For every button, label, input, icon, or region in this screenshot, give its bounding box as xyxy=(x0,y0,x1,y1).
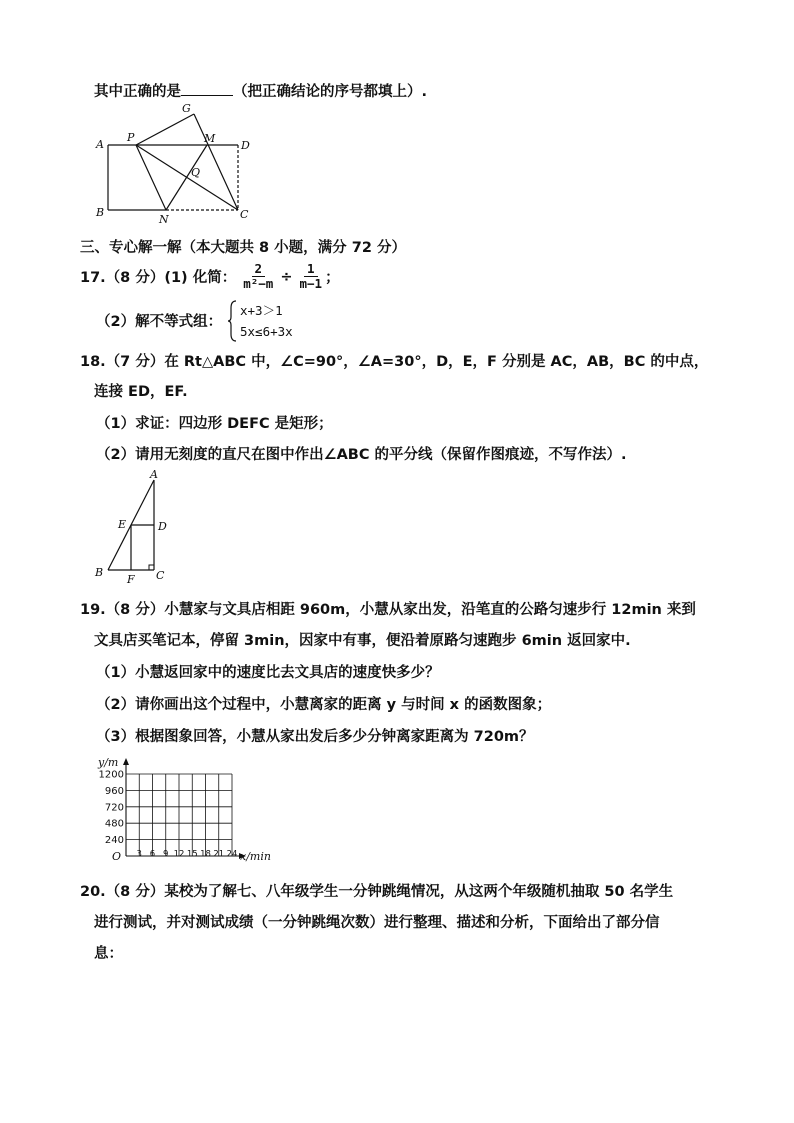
x-tick-label: 18 xyxy=(200,849,211,860)
fraction-1 xyxy=(240,262,276,291)
x-tick-label: 21 xyxy=(213,849,225,860)
label-B: B xyxy=(96,206,105,219)
x-tick-label: 9 xyxy=(163,849,169,860)
y-tick-label: 480 xyxy=(104,818,124,830)
label-C: C xyxy=(240,208,249,221)
q17-part1 xyxy=(80,262,340,291)
label-A: A xyxy=(96,138,104,151)
q19-part1: （1）小慧返回家中的速度比去文具店的速度快多少？ xyxy=(96,665,440,681)
y-tick-label: 1200 xyxy=(98,769,124,781)
q19-part3: （3）根据图象回答，小慧从家出发后多少分钟离家距离为 720m？ xyxy=(96,729,534,745)
answer-blank[interactable] xyxy=(181,82,233,96)
x-tick-label: 15 xyxy=(186,849,198,860)
section-heading: 三、专心解一解（本大题共 8 小题，满分 72 分） xyxy=(80,240,406,256)
y-tick-label: 720 xyxy=(104,802,124,814)
q17-tail: ； xyxy=(325,270,340,286)
x-axis-label: x/min xyxy=(240,850,271,863)
q19-line2: 文具店买笔记本，停留 3min，因家中有事，便沿着原路匀速跑步 6min 返回家中. xyxy=(94,633,631,649)
x-tick-labels xyxy=(137,850,238,860)
grid-chart xyxy=(90,756,280,866)
inequality-2: 5x≤6+3x xyxy=(240,324,293,339)
label-P: P xyxy=(127,131,135,144)
label-D: D xyxy=(158,520,167,533)
q19-part2: （2）请你画出这个过程中，小慧离家的距离 y 与时间 x 的函数图象； xyxy=(96,697,552,713)
q20-line3: 息： xyxy=(94,946,123,962)
q18-part2: （2）请用无刻度的直尺在图中作出∠ABC 的平分线（保留作图痕迹，不写作法）. xyxy=(96,447,627,463)
label-A: A xyxy=(150,468,158,481)
label-G: G xyxy=(182,102,191,115)
fraction-2 xyxy=(296,262,325,291)
label-M: M xyxy=(204,132,216,145)
y-tick-labels xyxy=(99,770,124,847)
system-brace xyxy=(228,300,238,342)
q20-line1: 20.（8 分）某校为了解七、八年级学生一分钟跳绳情况，从这两个年级随机抽取 50 名学生 xyxy=(80,884,674,900)
q18-part1: （1）求证：四边形 DEFC 是矩形； xyxy=(96,416,333,432)
inequality-1: x+3＞1 xyxy=(240,303,283,318)
q16-text-after: （把正确结论的序号都填上）. xyxy=(233,84,428,100)
x-tick-label: 3 xyxy=(136,849,142,860)
divide-sign: ÷ xyxy=(280,268,293,285)
label-D: D xyxy=(241,139,250,152)
label-F: F xyxy=(127,573,135,586)
q18-line2: 连接 ED，EF. xyxy=(94,384,188,400)
origin-label: O xyxy=(112,850,122,863)
q19-line1: 19.（8 分）小慧家与文具店相距 960m，小慧从家出发，沿笔直的公路匀速步行 12min 来到 xyxy=(80,602,696,618)
figure-right-triangle xyxy=(92,466,182,586)
label-B: B xyxy=(95,566,104,579)
figure-rectangle-fold xyxy=(90,100,260,225)
fraction-1-numerator: 2 xyxy=(252,262,266,277)
grid-lines xyxy=(126,774,232,856)
q20-line2: 进行测试，并对测试成绩（一分钟跳绳次数）进行整理、描述和分析，下面给出了部分信 xyxy=(94,915,660,931)
label-N: N xyxy=(159,213,169,225)
fraction-2-numerator: 1 xyxy=(304,262,318,277)
y-tick-label: 960 xyxy=(104,785,124,797)
label-Q: Q xyxy=(191,166,201,179)
q18-line1: 18.（7 分）在 Rt△ABC 中，∠C=90°，∠A=30°，D，E，F 分别是 AC，AB，BC 的中点， xyxy=(80,354,709,370)
y-axis-label: y/m xyxy=(98,756,119,769)
y-axis-arrow xyxy=(123,758,129,765)
x-tick-label: 12 xyxy=(173,849,185,860)
fraction-1-denominator: m²−m xyxy=(243,276,274,291)
y-tick-label: 240 xyxy=(104,835,124,847)
label-E: E xyxy=(118,518,127,531)
q17-part2-label: （2）解不等式组： xyxy=(96,314,223,330)
q16-answer-line xyxy=(94,80,427,101)
x-tick-label: 24 xyxy=(226,849,238,860)
x-tick-label: 6 xyxy=(149,849,156,860)
fraction-2-denominator: m−1 xyxy=(299,276,323,291)
q16-text-before: 其中正确的是 xyxy=(94,84,181,100)
label-C: C xyxy=(156,569,165,582)
q17-head: 17.（8 分）(1) 化简： xyxy=(80,270,237,286)
